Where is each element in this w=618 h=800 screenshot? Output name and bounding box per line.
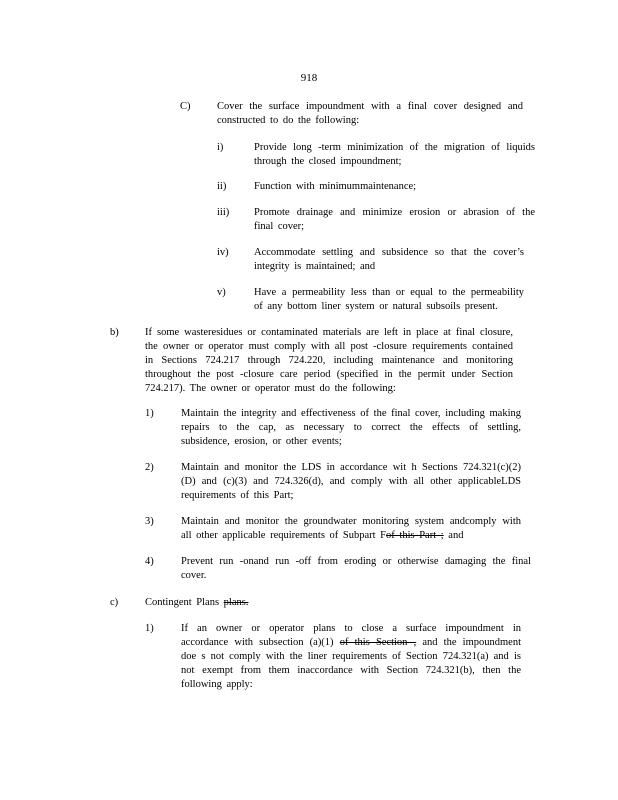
item-text xyxy=(145,326,513,396)
text-segment: Accommodate settling and subsidence so that the cover’s integrity is maintained; and xyxy=(254,247,524,272)
item-label: iv) xyxy=(217,247,229,258)
text-segment: Maintain and monitor the groundwater monitoring system andcomply with all other applicable requirements of Subpart F xyxy=(181,516,521,541)
text-segment: Contingent Plans xyxy=(145,597,224,608)
item-text xyxy=(254,180,535,194)
struck-text: of this Part ; xyxy=(386,530,444,541)
item-text xyxy=(181,515,521,543)
text-segment: Function with minimummaintenance; xyxy=(254,181,417,192)
item-text xyxy=(217,100,523,128)
item-label: ii) xyxy=(217,181,227,192)
text-segment: Promote drainage and minimize erosion or abrasion of the final cover; xyxy=(254,207,535,232)
item-label: 1) xyxy=(145,408,154,419)
page-number: 918 xyxy=(300,72,318,84)
item-text xyxy=(254,286,524,314)
item-text xyxy=(181,622,521,692)
item-text xyxy=(254,206,535,234)
text-segment: Maintain and monitor the LDS in accordance wit h Sections 724.321(c)(2)(D) and (c)(3) and 724.326(d), and comply with all other applicableLDS requirements of this Part; xyxy=(181,462,521,501)
item-text xyxy=(254,246,524,274)
item-text xyxy=(181,461,521,503)
item-text xyxy=(254,141,535,169)
item-label: b) xyxy=(110,327,119,338)
item-label: 1) xyxy=(145,623,154,634)
item-label: 4) xyxy=(145,556,154,567)
text-segment: Maintain the integrity and effectiveness of the final cover, including making repairs to the cap, as necessary to correct the effects of settling, subsidence, erosion, or other events; xyxy=(181,408,521,447)
item-label: c) xyxy=(110,597,119,608)
item-label: v) xyxy=(217,287,226,298)
item-label: i) xyxy=(217,142,224,153)
text-segment: Have a permeability less than or equal to the permeability of any bottom liner system or natural subsoils present. xyxy=(254,287,524,312)
text-segment: If an owner or operator plans to close a surface impoundment in accordance with subsection (a)(1) xyxy=(181,623,521,648)
struck-text: plans. xyxy=(223,597,249,608)
item-text xyxy=(145,596,345,610)
item-label: C) xyxy=(180,101,191,112)
text-segment: and xyxy=(443,530,464,541)
item-label: iii) xyxy=(217,207,230,218)
text-segment: If some wasteresidues or contaminated materials are left in place at final closure, the owner or operator must comply with all post -closure requirements contained in Sections 724.217 through 724.220, including maintenance and monitoring throughout the post -closure care period (specified in the permit under Section 724.217). The owner or operator must do the following: xyxy=(145,327,513,394)
struck-text: of this Section , xyxy=(339,637,417,648)
item-text xyxy=(181,555,531,583)
text-segment: Prevent run -onand run -off from eroding or otherwise damaging the final cover. xyxy=(181,556,531,581)
text-segment: Provide long -term minimization of the migration of liquids through the closed impoundment; xyxy=(254,142,535,167)
item-text xyxy=(181,407,521,449)
item-label: 2) xyxy=(145,462,154,473)
text-segment: Cover the surface impoundment with a final cover designed and constructed to do the following: xyxy=(217,101,523,126)
item-label: 3) xyxy=(145,516,154,527)
text-segment: and the impoundment doe s not comply with the liner requirements of Section 724.321(a) and is not exempt from them inaccordance with Section 724.321(b), then the following apply: xyxy=(181,637,521,690)
